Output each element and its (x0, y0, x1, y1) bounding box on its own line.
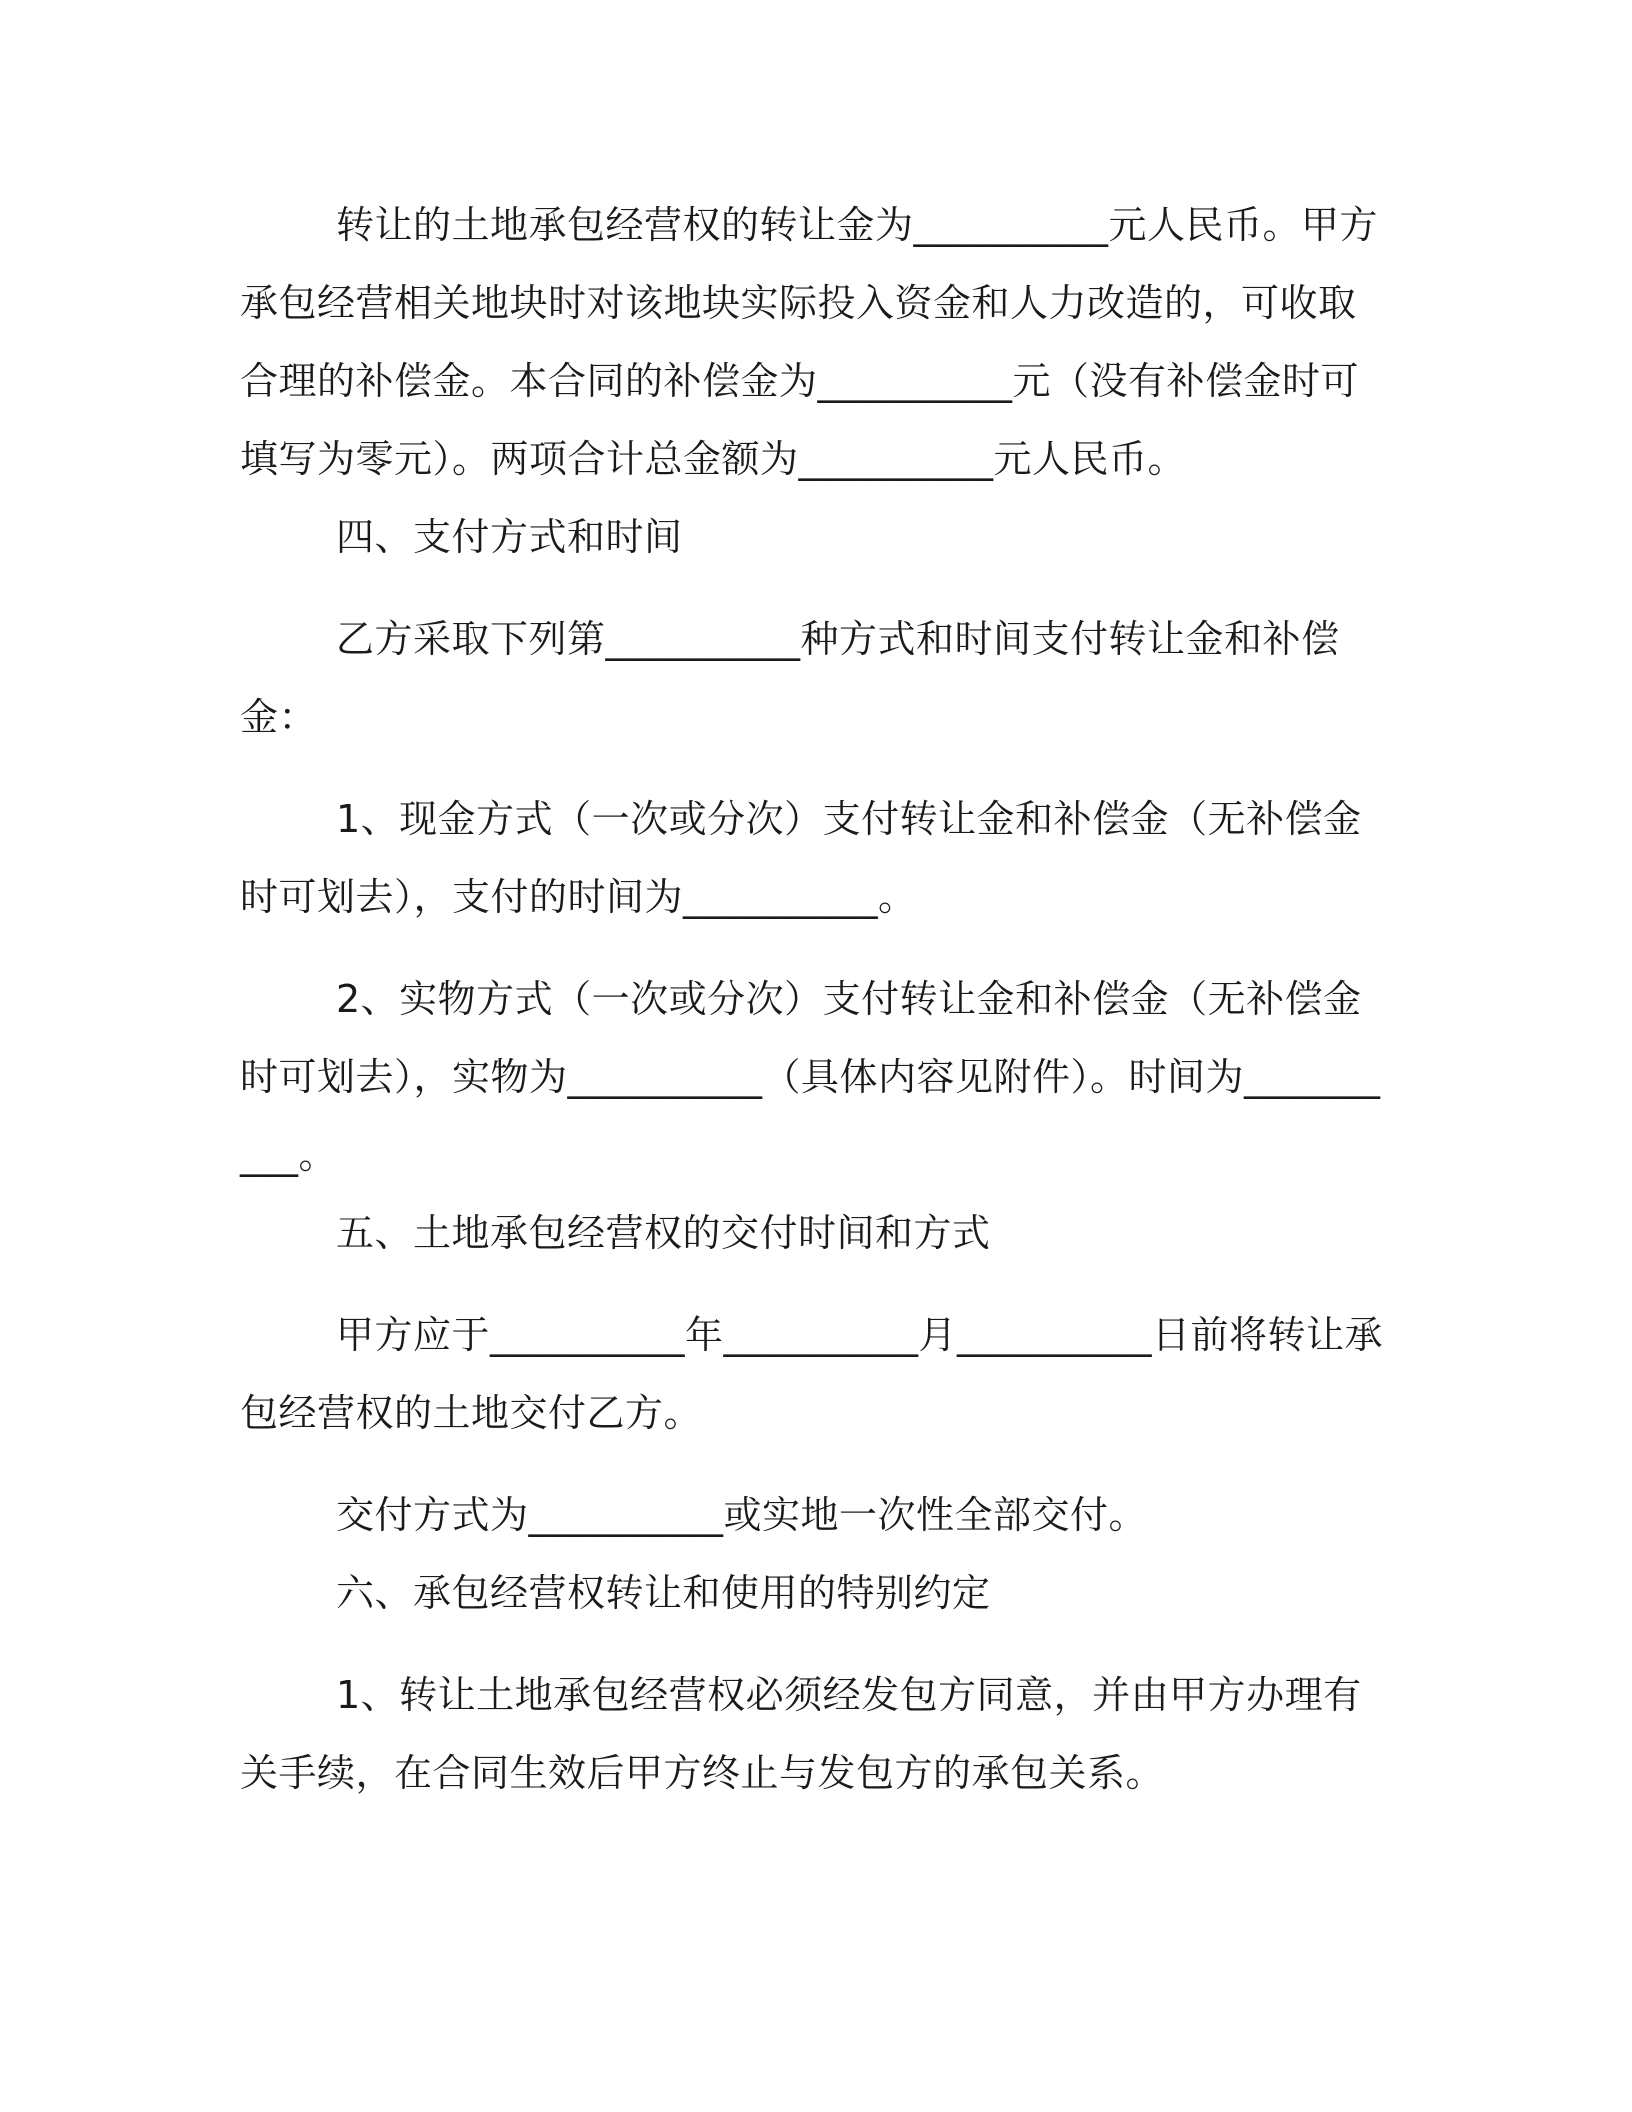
paragraph-delivery-date: 甲方应于__________年__________月__________日前将转让承包经营权的土地交付乙方。 (240, 1313, 1384, 1435)
paragraph-special-term-1: 1、转让土地承包经营权必须经发包方同意，并由甲方办理有关手续，在合同生效后甲方终止与发包方的承包关系。 (240, 1673, 1362, 1795)
paragraph-transfer-fee: 转让的土地承包经营权的转让金为__________元人民币。甲方承包经营相关地块时对该地块实际投入资金和人力改造的，可收取合理的补偿金。本合同的补偿金为__________元（没有补偿金时可填写为零元）。两项合计总金额为__________元人民币。 (240, 203, 1379, 481)
document-body (240, 186, 1390, 1812)
heading-delivery: 五、土地承包经营权的交付时间和方式 (336, 1211, 991, 1255)
heading-special-terms: 六、承包经营权转让和使用的特别约定 (336, 1571, 991, 1615)
paragraph-payment-choice: 乙方采取下列第__________种方式和时间支付转让金和补偿金： (240, 617, 1340, 739)
heading-payment-method: 四、支付方式和时间 (336, 515, 683, 559)
paragraph-cash-payment: 1、现金方式（一次或分次）支付转让金和补偿金（无补偿金时可划去），支付的时间为__________。 (240, 797, 1362, 919)
paragraph-delivery-method: 交付方式为__________或实地一次性全部交付。 (336, 1493, 1148, 1537)
paragraph-in-kind-payment: 2、实物方式（一次或分次）支付转让金和补偿金（无补偿金时可划去），实物为__________（具体内容见附件）。时间为__________。 (240, 977, 1381, 1177)
